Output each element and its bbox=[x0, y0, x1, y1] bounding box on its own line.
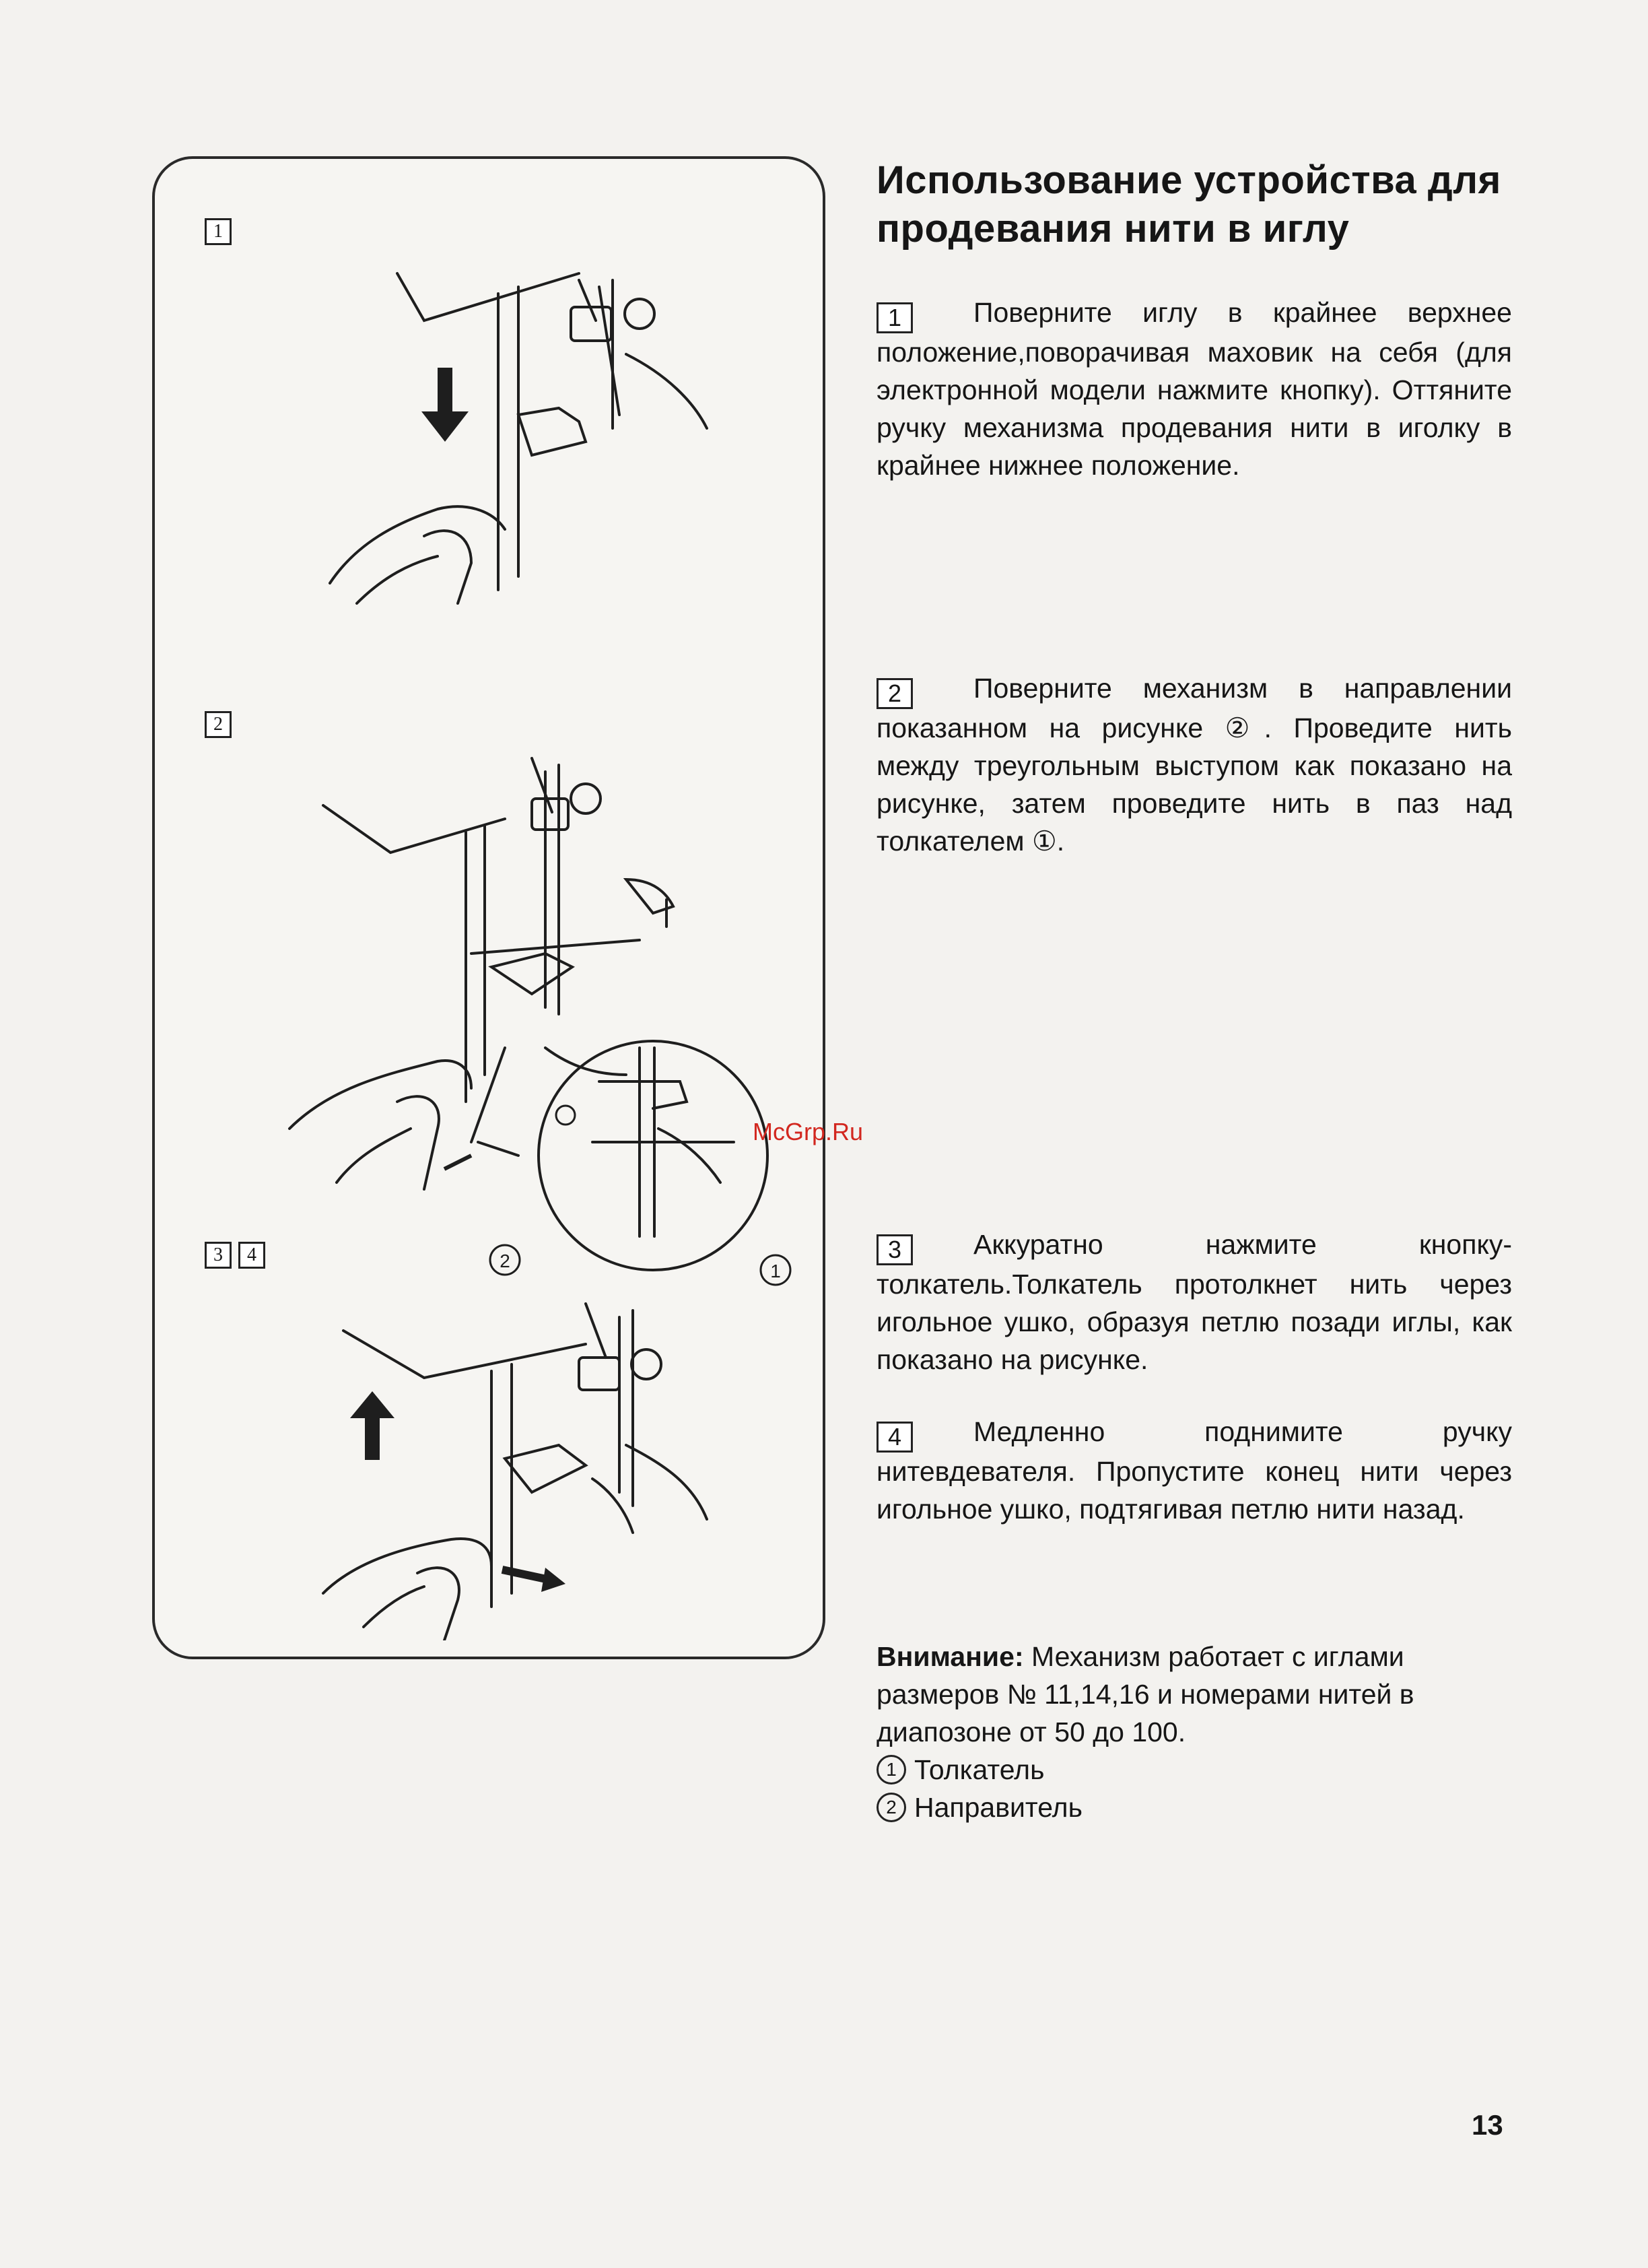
attention-note bbox=[877, 1638, 1512, 1826]
instructions-column bbox=[877, 156, 1512, 1823]
figure-step-2 bbox=[155, 725, 825, 1317]
step-3-text: Аккуратно нажмите кнопку-толкатель.Толкатель протолкнет нить через игольное ушко, образуя петлю позади иглы, как показано на рисунке. bbox=[877, 1229, 1512, 1375]
step-2 bbox=[877, 669, 1512, 860]
step-4 bbox=[877, 1413, 1512, 1528]
threader-pull-down-drawing bbox=[155, 240, 825, 617]
attention-text: Механизм работает с иглами размеров № 11,14,16 и номерами нитей в диапозоне от 50 до 100. bbox=[877, 1641, 1414, 1747]
figure-step-label-1: 1 bbox=[205, 218, 232, 245]
illustration-panel bbox=[152, 156, 825, 1659]
figure-step-label-2: 2 bbox=[205, 711, 232, 738]
legend-number-2: 2 bbox=[877, 1793, 906, 1822]
legend-item-pusher bbox=[877, 1751, 1512, 1789]
step-number-3: 3 bbox=[877, 1234, 913, 1265]
legend-text-2: Направитель bbox=[914, 1792, 1083, 1823]
step-1 bbox=[877, 294, 1512, 484]
legend-number-1: 1 bbox=[877, 1755, 906, 1785]
watermark: McGrp.Ru bbox=[753, 1118, 864, 1145]
figure-step-3-4 bbox=[155, 1263, 825, 1640]
step-number-1: 1 bbox=[877, 302, 913, 333]
callout-1-number: 1 bbox=[770, 1261, 781, 1281]
step-1-text: Поверните иглу в крайнее верхнее положение,поворачивая маховик на себя (для электронной модели нажмите кнопку). Оттяните ручку механизма продевания нити в иголку в крайнее нижнее положение. bbox=[877, 297, 1512, 481]
up-arrow-icon bbox=[350, 1391, 394, 1460]
legend-text-1: Толкатель bbox=[914, 1754, 1045, 1785]
page-title: Использование устройства для продевания нити в иглу bbox=[877, 158, 1501, 251]
attention-label: Внимание: bbox=[877, 1641, 1024, 1672]
step-number-4: 4 bbox=[877, 1422, 913, 1453]
step-4-text: Медленно поднимите ручку нитевдевателя. Пропустите конец нити через игольное ушко, подтягивая петлю нити назад. bbox=[877, 1416, 1512, 1525]
step-3 bbox=[877, 1226, 1512, 1378]
down-arrow-icon bbox=[421, 368, 469, 442]
step-2-text: Поверните механизм в направлении показанном на рисунке ②. Проведите нить между треугольным выступом как показано на рисунке, затем проведите нить в паз над толкателем ①. bbox=[877, 673, 1512, 857]
threader-push-and-lift-drawing bbox=[155, 1263, 825, 1640]
figure-step-1 bbox=[155, 240, 825, 617]
legend-item-guide bbox=[877, 1789, 1512, 1826]
threader-turn-drawing bbox=[155, 725, 825, 1317]
page-number: 13 bbox=[1472, 2109, 1503, 2141]
callout-2-number: 2 bbox=[500, 1250, 510, 1271]
figure-step-label-3-4: 3 4 bbox=[205, 1242, 265, 1269]
step-number-2: 2 bbox=[877, 678, 913, 709]
